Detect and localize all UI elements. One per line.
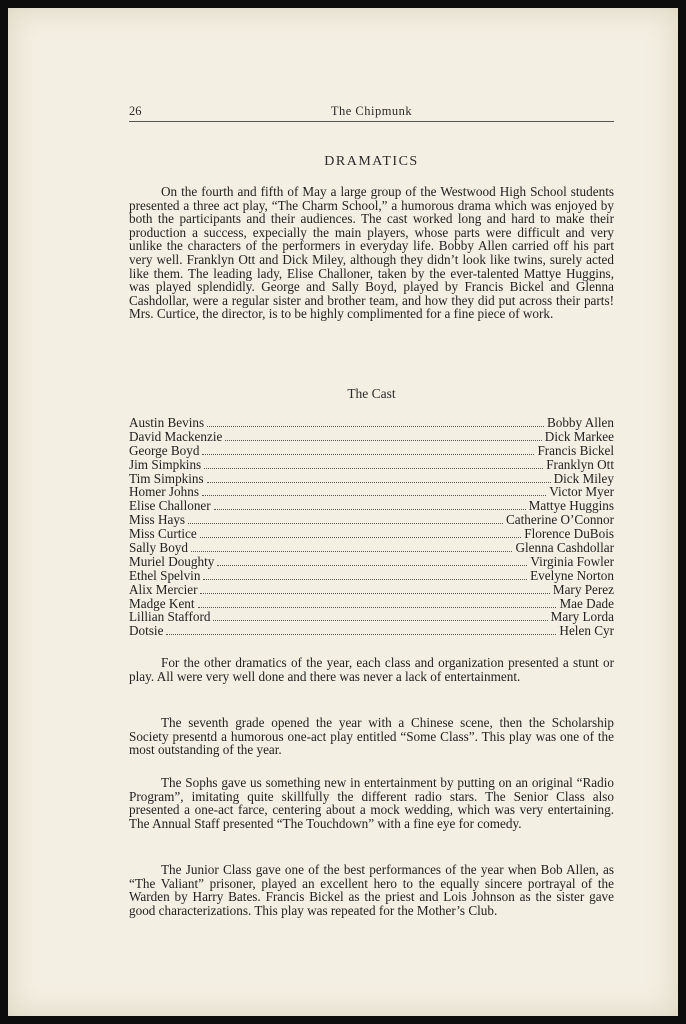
cast-actor: Franklyn Ott [546, 456, 614, 472]
dot-leader [191, 542, 513, 552]
article-title: DRAMATICS [324, 154, 419, 169]
sophs-paragraph: The Sophs gave us something new in entertainment by putting on an original “Radio Program”, imitating quite skillfully the different radio stars. The Senior Class also presented a one-act farce, centering about a mock wedding, which was very entertaining. The Annual Staff presented “The Touchdown” with a fine eye for comedy. [129, 775, 614, 831]
cast-row [129, 472, 614, 486]
cast-actor: Dick Markee [544, 428, 614, 444]
dot-leader [166, 625, 556, 635]
cast-heading: The Cast [347, 386, 396, 401]
document-page [8, 8, 678, 1016]
cast-actor: Catherine O’Connor [505, 512, 614, 528]
cast-actor: Bobby Allen [546, 415, 614, 430]
dot-leader [204, 459, 543, 469]
dot-leader [214, 500, 526, 510]
seventh-grade-paragraph: The seventh grade opened the year with a Chinese scene, then the Scholarship Society presentd a humorous one-act play entitled “Some Class”. This play was one of the most outstanding of the year. [129, 715, 614, 758]
cast-actor: Helen Cyr [559, 623, 614, 639]
running-title: The Chipmunk [330, 104, 413, 118]
cast-role: Ethel Spelvin [129, 567, 201, 583]
cast-row [129, 527, 614, 541]
cast-actor: Mary Lorda [550, 609, 614, 625]
cast-list [129, 416, 614, 638]
cast-row [129, 485, 614, 499]
cast-actor: Glenna Cashdollar [515, 540, 614, 556]
cast-row [129, 555, 614, 569]
cast-row [129, 597, 614, 611]
cast-actor: Mary Perez [552, 581, 614, 597]
page-header [129, 102, 614, 122]
dot-leader [202, 486, 546, 496]
cast-row [129, 444, 614, 458]
cast-actor: Virginia Fowler [530, 553, 614, 569]
cast-row [129, 458, 614, 472]
page-number: 26 [129, 104, 142, 118]
cast-row [129, 430, 614, 444]
junior-class-paragraph: The Junior Class gave one of the best performances of the year when Bob Allen, as “The Valiant” prisoner, played an excellent hero to the equally sincere portrayal of the Warden by Harry Bates. Francis Bickel as the priest and Lois Johnson as the sister gave good characterizations. This play was repeated for the Mother’s Club. [129, 862, 614, 918]
cast-role: Tim Simpkins [129, 470, 204, 486]
cast-role: Miss Hays [129, 512, 186, 528]
cast-actor: Francis Bickel [537, 442, 614, 458]
cast-actor: Florence DuBois [524, 526, 614, 542]
cast-row [129, 610, 614, 624]
dot-leader [213, 611, 547, 621]
cast-role: Sally Boyd [129, 540, 188, 556]
cast-role: Homer Johns [129, 484, 199, 500]
cast-actor: Evelyne Norton [530, 567, 614, 583]
cast-role: Muriel Doughty [129, 553, 215, 569]
cast-row [129, 416, 614, 430]
dot-leader [200, 584, 549, 594]
cast-row [129, 569, 614, 583]
other-dramatics-paragraph: For the other dramatics of the year, each class and organization presented a stunt or play. All were very well done and there was never a lack of entertainment. [129, 655, 614, 684]
cast-row [129, 513, 614, 527]
dot-leader [207, 417, 544, 427]
cast-role: Miss Curtice [129, 526, 197, 542]
cast-row [129, 583, 614, 597]
cast-role: Elise Challoner [129, 498, 211, 514]
dot-leader [188, 514, 503, 524]
cast-role: Lillian Stafford [129, 609, 211, 625]
cast-role: Madge Kent [129, 595, 195, 611]
dot-leader [225, 431, 541, 441]
dot-leader [200, 528, 521, 538]
cast-role: Alix Mercier [129, 581, 198, 597]
dot-leader [217, 556, 527, 566]
cast-role: David Mackenzie [129, 428, 223, 444]
cast-role: Dotsie [129, 623, 164, 639]
cast-role: Jim Simpkins [129, 456, 202, 472]
dot-leader [202, 445, 534, 455]
cast-row [129, 499, 614, 513]
cast-role: Austin Bevins [129, 415, 205, 430]
cast-row [129, 541, 614, 555]
cast-role: George Boyd [129, 442, 200, 458]
intro-paragraph: On the fourth and fifth of May a large group of the Westwood High School students presented a three act play, “The Charm School,” a humorous drama which was enjoyed by both the participants and their audiences. The cast worked long and hard to make their production a success, expecially the main players, whose parts were difficult and very unlike the characters of the performers in everyday life. Bobby Allen carried off his part very well. Franklyn Ott and Dick Miley, although they didn’t look like twins, surely acted like them. The leading lady, Elise Challoner, taken by the ever-talented Mattye Huggins, was played splendidly. George and Sally Boyd, played by Francis Bickel and Glenna Cashdollar, were a regular sister and brother team, and how they did put across their parts! Mrs. Curtice, the director, is to be highly complimented for a fine piece of work. [129, 184, 614, 322]
cast-actor: Mattye Huggins [528, 498, 614, 514]
dot-leader [203, 570, 527, 580]
cast-actor: Dick Miley [553, 470, 614, 486]
dot-leader [198, 598, 557, 608]
cast-actor: Victor Myer [549, 484, 614, 500]
dot-leader [207, 473, 551, 483]
cast-row [129, 624, 614, 638]
cast-actor: Mae Dade [559, 595, 614, 611]
